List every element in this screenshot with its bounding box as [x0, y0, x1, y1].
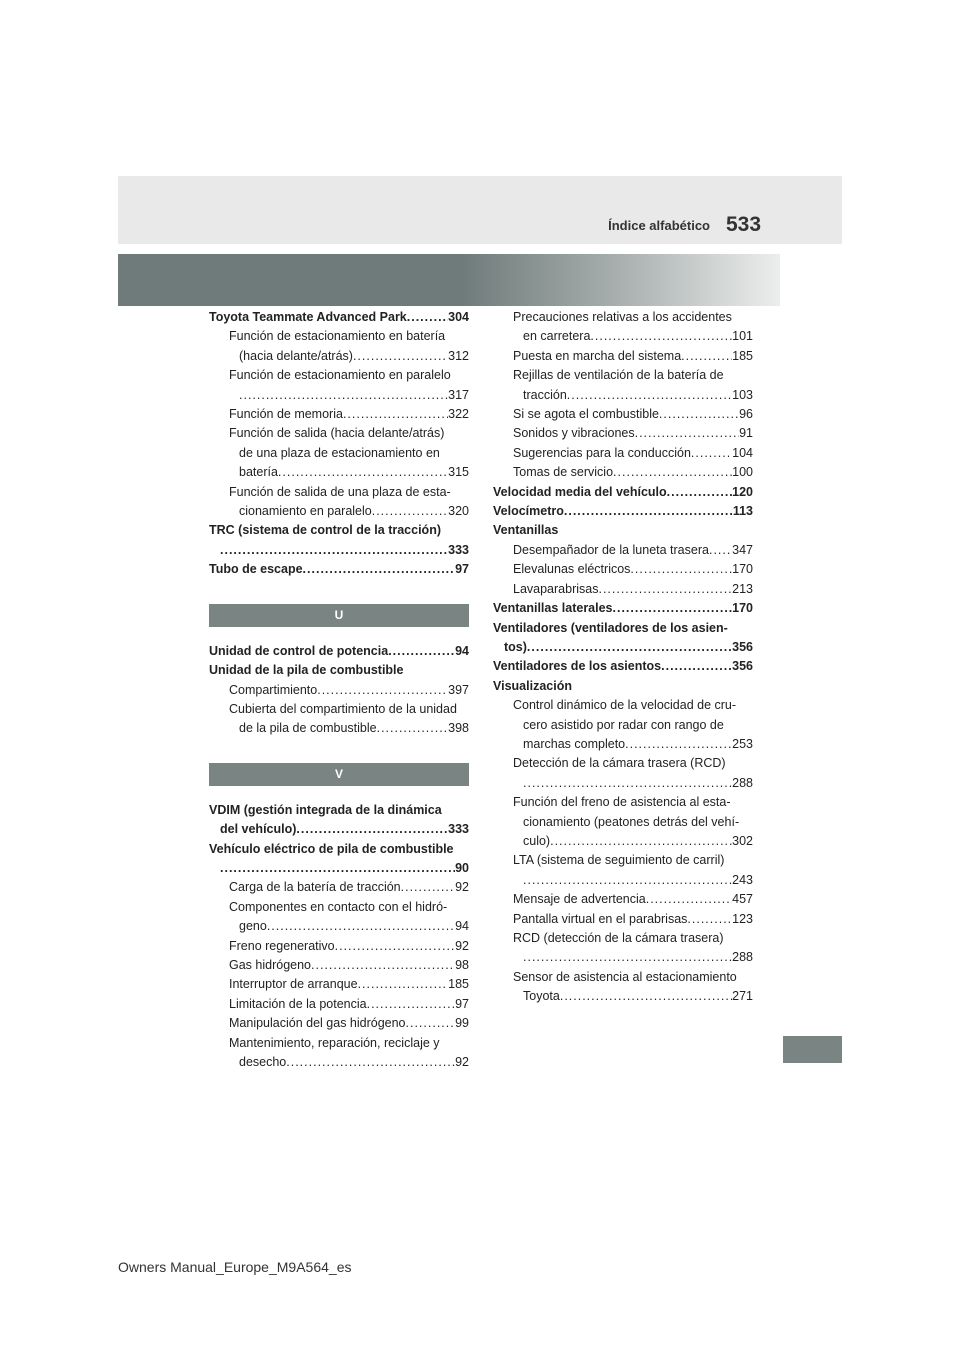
index-entry [209, 801, 469, 820]
entry-page-number: 333 [448, 822, 469, 837]
index-entry [493, 716, 753, 735]
entry-text: tracción [523, 387, 567, 402]
index-entry [209, 502, 469, 521]
index-entry [493, 327, 753, 346]
entry-text: Unidad de la pila de combustible [209, 663, 404, 678]
index-entry [209, 700, 469, 719]
index-entry [209, 719, 469, 738]
entry-page-number: 100 [732, 465, 753, 480]
entry-page-number: 315 [448, 465, 469, 480]
entry-text: Sensor de asistencia al estacionamiento [513, 969, 737, 984]
entry-text: Lavaparabrisas [513, 581, 599, 596]
entry-text: (hacia delante/atrás) [239, 348, 353, 363]
index-entry [209, 521, 469, 540]
entry-page-number: 317 [448, 387, 469, 402]
entry-text: LTA (sistema de seguimiento de carril) [513, 853, 725, 868]
index-entry [493, 599, 753, 618]
index-entry [209, 975, 469, 994]
dot-leader [523, 871, 732, 890]
dot-leader [523, 948, 732, 967]
index-entry [209, 995, 469, 1014]
entry-text: Función de salida (hacia delante/atrás) [229, 426, 445, 441]
index-entry [209, 463, 469, 482]
entry-text: Toyota Teammate Advanced Park [209, 310, 407, 324]
entry-text: Función de salida de una plaza de esta- [229, 484, 451, 499]
entry-text: cero asistido por radar con rango de [523, 717, 724, 732]
entry-page-number: 120 [732, 484, 753, 499]
index-entry [209, 405, 469, 424]
entry-page-number: 288 [732, 950, 753, 965]
entry-text: Detección de la cámara trasera (RCD) [513, 756, 726, 771]
entry-page-number: 356 [732, 639, 753, 654]
index-entry [209, 898, 469, 917]
index-entry [209, 661, 469, 680]
entry-page-number: 101 [732, 329, 753, 344]
dot-leader [523, 774, 732, 793]
dot-leader [267, 917, 455, 936]
entry-page-number: 271 [732, 989, 753, 1004]
entry-page-number: 97 [455, 996, 469, 1011]
index-entry [209, 956, 469, 975]
dot-leader [667, 483, 732, 502]
dot-leader [286, 1053, 455, 1072]
index-entry [493, 871, 753, 890]
entry-text: Mensaje de advertencia [513, 892, 646, 907]
chapter-gradient-bar [118, 254, 780, 306]
entry-text: Pantalla virtual en el parabrisas [513, 911, 688, 926]
index-entry [209, 308, 469, 327]
entry-page-number: 347 [732, 542, 753, 557]
dot-leader [709, 541, 732, 560]
entry-text: Vehículo eléctrico de pila de combustible [209, 841, 454, 856]
entry-page-number: 304 [448, 310, 469, 324]
index-letter-heading: U [209, 604, 469, 627]
entry-page-number: 320 [448, 504, 469, 519]
index-entry [493, 657, 753, 676]
index-entry [493, 308, 753, 327]
entry-page-number: 92 [455, 880, 469, 895]
entry-page-number: 243 [732, 872, 753, 887]
entry-text: Velocidad media del vehículo [493, 484, 667, 499]
entry-text: Función de memoria [229, 407, 343, 422]
dot-leader [691, 444, 732, 463]
entry-page-number: 96 [739, 407, 753, 422]
entry-text: de la pila de combustible [239, 721, 377, 736]
index-entry [493, 619, 753, 638]
index-entry [493, 541, 753, 560]
index-entry [493, 774, 753, 793]
index-entry [209, 560, 469, 579]
index-entry [493, 483, 753, 502]
entry-text: Función de estacionamiento en batería [229, 329, 446, 344]
index-column-right [493, 308, 753, 1007]
index-entry [209, 642, 469, 661]
entry-page-number: 213 [732, 581, 753, 596]
index-entry [493, 987, 753, 1006]
index-entry [493, 754, 753, 773]
entry-text: tos) [504, 639, 527, 654]
index-entry [209, 681, 469, 700]
entry-text: Ventiladores (ventiladores de los asien- [493, 620, 728, 635]
index-entry [209, 937, 469, 956]
index-entry [209, 840, 469, 859]
entry-page-number: 356 [732, 659, 753, 674]
dot-leader [635, 424, 739, 443]
entry-text: culo) [523, 833, 551, 848]
index-entry [493, 677, 753, 696]
entry-page-number: 312 [448, 348, 469, 363]
index-entry [493, 968, 753, 987]
index-entry [493, 405, 753, 424]
entry-text: Desempañador de la luneta trasera [513, 542, 709, 557]
index-entry [493, 521, 753, 540]
entry-text: Si se agota el combustible [513, 407, 659, 422]
index-entry [209, 444, 469, 463]
entry-page-number: 253 [732, 736, 753, 751]
index-entry [209, 859, 469, 878]
entry-page-number: 91 [739, 426, 753, 441]
index-entry [493, 463, 753, 482]
dot-leader [550, 832, 732, 851]
index-entry [209, 386, 469, 405]
dot-leader [220, 859, 455, 878]
entry-page-number: 123 [732, 911, 753, 926]
entry-text: TRC (sistema de control de la tracción) [209, 523, 441, 538]
entry-page-number: 333 [448, 542, 469, 557]
entry-page-number: 92 [455, 1055, 469, 1069]
dot-leader [564, 502, 733, 521]
entry-text: Función de estacionamiento en paralelo [229, 368, 451, 383]
index-entry [209, 327, 469, 346]
entry-text: Gas hidrógeno [229, 957, 312, 972]
entry-text: Función del freno de asistencia al esta- [513, 795, 731, 810]
entry-text: Freno regenerativo [229, 938, 335, 953]
entry-text: en carretera [523, 329, 591, 344]
index-entry [493, 832, 753, 851]
dot-leader [661, 657, 732, 676]
entry-text: Sugerencias para la conducción [513, 445, 691, 460]
entry-text: batería [239, 465, 278, 480]
dot-leader [613, 463, 732, 482]
entry-text: cionamiento en paralelo [239, 504, 372, 519]
entry-text: Velocímetro [493, 504, 564, 519]
entry-text: Unidad de control de potencia [209, 643, 389, 658]
entry-text: del vehículo) [220, 822, 297, 837]
entry-page-number: 322 [448, 407, 469, 422]
entry-text: Ventiladores de los asientos [493, 659, 662, 674]
dot-leader [630, 560, 732, 579]
entry-page-number: 97 [455, 562, 469, 577]
index-entry [493, 386, 753, 405]
index-entry [493, 347, 753, 366]
section-title: Índice alfabético [608, 218, 710, 233]
entry-page-number: 98 [455, 957, 469, 972]
entry-page-number: 104 [732, 445, 753, 460]
entry-page-number: 185 [448, 977, 469, 992]
entry-text: Tomas de servicio [513, 465, 614, 480]
entry-text: geno [239, 919, 267, 934]
dot-leader [646, 890, 732, 909]
entry-text: Puesta en marcha del sistema [513, 348, 682, 363]
entry-text: Ventanillas [493, 523, 559, 538]
entry-text: Precauciones relativas a los accidentes [513, 310, 732, 324]
dot-leader [598, 580, 732, 599]
index-entry [493, 735, 753, 754]
entry-text: Tubo de escape [209, 562, 303, 577]
index-entry [493, 890, 753, 909]
chapter-tab-marker [783, 1036, 842, 1063]
index-entry [209, 820, 469, 839]
entry-text: Control dinámico de la velocidad de cru- [513, 698, 737, 713]
dot-leader [659, 405, 739, 424]
index-entry [209, 1034, 469, 1053]
entry-text: RCD (detección de la cámara trasera) [513, 931, 724, 945]
dot-leader [406, 1014, 456, 1033]
entry-page-number: 397 [448, 682, 469, 697]
entry-page-number: 99 [455, 1016, 469, 1031]
dot-leader [527, 638, 732, 657]
dot-leader [625, 735, 732, 754]
entry-page-number: 398 [448, 721, 469, 736]
entry-text: cionamiento (peatones detrás del vehí- [523, 814, 740, 829]
dot-leader [401, 878, 455, 897]
entry-text: Carga de la batería de tracción [229, 880, 401, 895]
entry-page-number: 288 [732, 775, 753, 790]
index-entry [209, 878, 469, 897]
entry-page-number: 94 [455, 919, 469, 934]
index-entry [493, 793, 753, 812]
dot-leader [358, 975, 449, 994]
index-entry [493, 366, 753, 385]
dot-leader [567, 386, 732, 405]
entry-text: desecho [239, 1055, 287, 1069]
index-entry [493, 580, 753, 599]
entry-page-number: 302 [732, 833, 753, 848]
index-entry [493, 696, 753, 715]
dot-leader [367, 995, 456, 1014]
index-entry [493, 638, 753, 657]
dot-leader [613, 599, 733, 618]
dot-leader [317, 681, 448, 700]
dot-leader [335, 937, 455, 956]
dot-leader [278, 463, 448, 482]
dot-leader [590, 327, 732, 346]
entry-text: Compartimiento [229, 682, 318, 697]
index-entry [493, 560, 753, 579]
index-entry [493, 444, 753, 463]
dot-leader [311, 956, 455, 975]
entry-text: Elevalunas eléctricos [513, 562, 631, 577]
entry-page-number: 170 [732, 562, 753, 577]
dot-leader [377, 719, 449, 738]
dot-leader [407, 308, 448, 327]
index-letter-heading: V [209, 763, 469, 786]
entry-page-number: 113 [732, 504, 753, 519]
dot-leader [239, 386, 448, 405]
entry-page-number: 92 [455, 938, 469, 953]
index-entry [493, 929, 753, 948]
entry-text: Ventanillas laterales [493, 601, 613, 616]
index-column-left [209, 308, 469, 1072]
index-entry [209, 366, 469, 385]
dot-leader [220, 541, 448, 560]
entry-page-number: 103 [732, 387, 753, 402]
entry-text: Mantenimiento, reparación, reciclaje y [229, 1035, 440, 1050]
entry-page-number: 90 [455, 860, 469, 875]
index-entry [209, 1053, 469, 1072]
entry-text: Interruptor de arranque [229, 977, 358, 992]
index-entry [493, 502, 753, 521]
index-entry [209, 347, 469, 366]
index-entry [493, 851, 753, 870]
entry-text: Rejillas de ventilación de la batería de [513, 368, 724, 383]
entry-page-number: 185 [732, 348, 753, 363]
index-entry [209, 1014, 469, 1033]
dot-leader [296, 820, 448, 839]
entry-text: Limitación de la potencia [229, 996, 367, 1011]
dot-leader [687, 910, 732, 929]
entry-page-number: 457 [732, 892, 753, 907]
entry-page-number: 170 [732, 601, 753, 616]
entry-text: Cubierta del compartimiento de la unidad [229, 701, 457, 716]
index-entry [209, 917, 469, 936]
entry-text: de una plaza de estacionamiento en [239, 445, 440, 460]
dot-leader [303, 560, 456, 579]
index-entry [493, 424, 753, 443]
index-entry [493, 910, 753, 929]
dot-leader [353, 347, 448, 366]
entry-page-number: 94 [455, 643, 469, 658]
entry-text: Visualización [493, 678, 572, 693]
entry-text: Componentes en contacto con el hidró- [229, 899, 448, 914]
index-entry [209, 483, 469, 502]
entry-text: Sonidos y vibraciones [513, 426, 635, 441]
entry-text: marchas completo [523, 736, 626, 751]
dot-leader [343, 405, 448, 424]
index-entry [493, 948, 753, 967]
index-entry [493, 813, 753, 832]
dot-leader [388, 642, 455, 661]
entry-text: Manipulación del gas hidrógeno [229, 1016, 406, 1031]
entry-text: Toyota [523, 989, 560, 1004]
page-number: 533 [726, 213, 762, 236]
footer-manual-id: Owners Manual_Europe_M9A564_es [118, 1259, 352, 1275]
dot-leader [372, 502, 448, 521]
index-entry [209, 424, 469, 443]
entry-text: VDIM (gestión integrada de la dinámica [209, 802, 442, 817]
dot-leader [681, 347, 732, 366]
index-entry [209, 541, 469, 560]
dot-leader [560, 987, 732, 1006]
